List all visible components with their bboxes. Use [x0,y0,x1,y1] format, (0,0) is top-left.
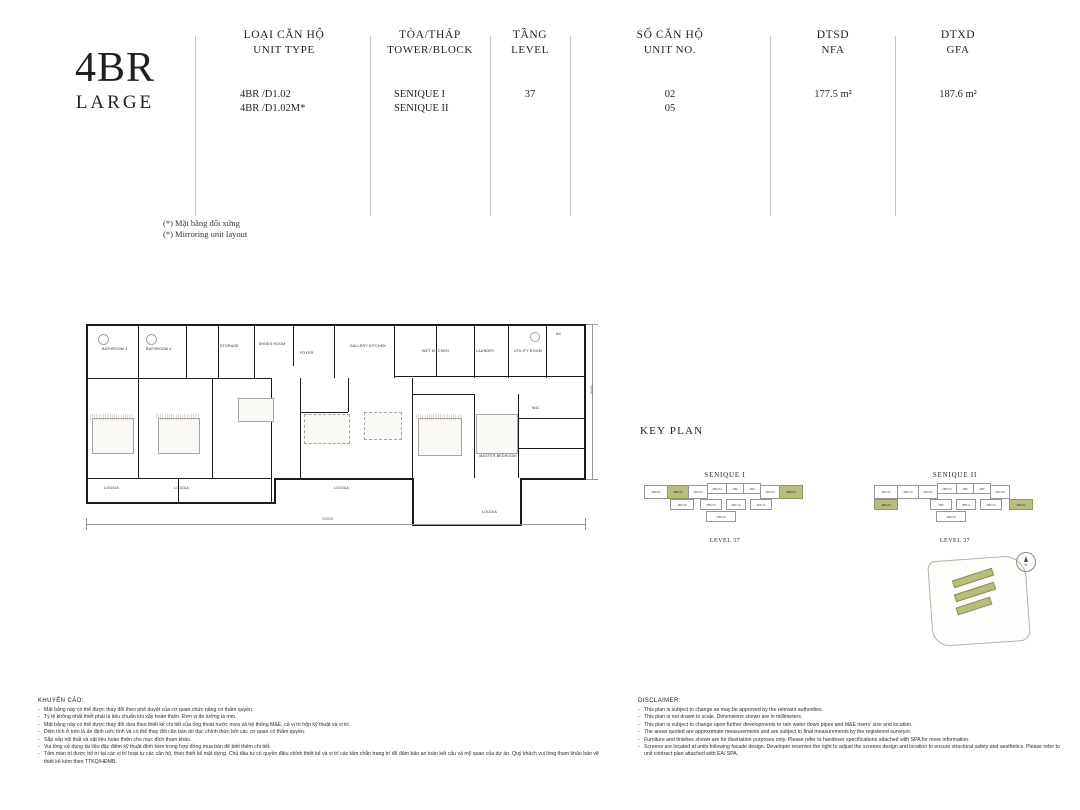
divider [370,36,371,216]
fixture-sink-bath3 [98,334,109,345]
room-label-laundry: LAUNDRY [476,349,495,353]
compass-label: N [1024,562,1028,567]
footer-right-item: - This plan is subject to change upon further developments to rain water down pipes and M&E risers' size and location. [638,722,1068,729]
key-plan-cell[interactable]: 3BR-09 [700,499,722,510]
dimension-line-right [592,324,593,480]
key-plan-cell[interactable]: 2BR-06 [990,485,1010,499]
key-plan-cell[interactable]: 4BR-01 [874,485,898,499]
footer-left-title: KHUYẾN CÁO: [38,698,84,704]
furniture-bed-bedroom2 [418,418,462,456]
partition-24 [412,394,474,395]
partition-3 [186,324,187,378]
site-map [930,552,1040,652]
key-plan-cell-highlight[interactable]: 4BR-07 [779,485,803,499]
key-plan-block-name: SENIQUE II [932,471,978,479]
wall-left [86,324,88,424]
nfa-value: 177.5 m² [814,89,852,100]
furniture-bed-bedroom3 [92,418,134,454]
column-tower-block: TÒA/THÁP TOWER/BLOCK SENIQUE I SENIQUE II [372,28,488,116]
partition-17 [271,378,272,503]
partition-7 [334,324,335,378]
dimension-overall-label: 22825 [322,516,334,521]
dimension-tick-right [585,518,586,530]
room-label-loggia-4: LOGGIA [482,510,497,514]
fixture-utility [530,332,540,342]
furniture-sofa-living [304,414,350,444]
footnote-vi: (*) Mặt bằng đối xứng [163,218,240,228]
header-footnote [163,218,247,240]
partition-20 [300,412,348,413]
partition-15 [138,378,139,478]
divider [490,36,491,216]
room-label-bathroom-3: BATHROOM 3 [102,347,128,351]
wall-top [86,324,586,326]
key-plan-cell[interactable]: 2BR-12 [706,511,736,522]
dimension-tick-top [586,324,598,325]
wall-left-lower [86,424,88,504]
key-plan-block-senique-1 [640,471,810,544]
key-plan-block-name: SENIQUE I [704,471,746,479]
key-plan-cell[interactable]: 4BR-08 [670,499,694,510]
unit-type-value-1: 4BR /D1.02 [240,89,291,100]
compass-icon [1016,552,1036,572]
dimension-tick-left [86,518,87,530]
footnote-en: (*) Mirroring unit layout [163,229,248,239]
footer-right-item: - Furniture and finishes shown are for illustration purposes only. Please refer to handover specifications attached with SPA for more information. [638,737,1068,744]
room-label-utility-room: UTILITY ROOM [514,349,542,353]
room-label-shoes-room: SHOES ROOM [258,342,286,346]
dimension-line-bottom [86,524,586,525]
fixture-sink-bath4 [146,334,157,345]
key-plan-block-senique-2 [870,471,1040,544]
key-plan-cell[interactable]: 2BR-04 [707,483,727,494]
partition-13 [546,324,547,378]
gfa-value: 187.6 m² [939,89,977,100]
furniture-bed-bedroom4 [158,418,200,454]
furniture-dining-table [364,412,402,440]
unit-size: LARGE [75,92,155,113]
key-plan-cell[interactable]: 2BR [973,483,991,494]
key-plan-cell[interactable]: 2BR [743,483,761,494]
partition-4 [218,324,219,378]
hatch-bedroom2 [416,414,462,420]
unit-type-value-2: 4BR /D1.02M* [240,103,306,114]
column-gfa: DTXD GFA 187.6 m² [897,28,1019,102]
key-plan-cell[interactable]: 2BR-06 [760,485,780,499]
unit-no-value-1: 02 [664,89,676,100]
column-unit-type: LOẠI CĂN HỘ UNIT TYPE 4BR /D1.02 4BR /D1.02M* [200,28,368,116]
room-label-master-bedroom: MASTER BEDROOM [479,454,517,458]
key-plan-diagram [640,483,810,535]
partition-23 [474,394,475,478]
key-plan-cell[interactable]: 3BR-02 [897,485,919,499]
room-label-bathroom-4: BATHROOM 4 [146,347,172,351]
room-label-foyer: FOYER [300,351,314,355]
column-level: TẦNG LEVEL 37 [492,28,568,102]
key-plan-diagram [870,483,1040,535]
column-unit-no: SỐ CĂN HỘ UNIT NO. 02 05 [572,28,768,116]
tower-value-2: SENIQUE II [394,103,449,114]
footer-right-item: - The areas quoted are approximate measurements and are subject to final measurements by the registered surveyor. [638,729,1068,736]
partition-22 [412,378,413,478]
wall-bottom-left [86,502,276,504]
footer-left-item: - Tỷ lệ không nhất thiết phải là tiêu chuẩn khi xây hoàn thiện. Đơn vị đo lường là mm. [38,714,608,721]
footer-right-item: - This plan is subject to change as may be approved by the relevant authorities. [638,707,1068,714]
partition-12 [508,324,509,378]
wall-step-a [274,478,276,504]
partition-27 [518,448,586,449]
divider [770,36,771,216]
wall-bottom-far [520,478,586,480]
partition-5 [254,324,255,378]
room-label-loggia-2: LOGGIA [174,486,189,490]
hatch-bedroom4 [156,414,200,420]
key-plan-cell-highlight[interactable]: 4BR-05 [874,499,898,510]
dimension-tick-bot [586,479,598,480]
unit-code: 4BR [74,45,156,91]
divider [895,36,896,216]
footer-left-item: - Diện tích ở trên là ấn định ước tính và có thể thay đổi căn bản do đạc chính thức bởi các cơ quan có thẩm quyền. [38,729,608,736]
room-label-loggia-3: LOGGIA [334,486,349,490]
level-value: 37 [524,89,536,100]
room-label-wet-kitchen: WET KITCHEN [422,349,449,353]
footer-left [38,698,608,766]
key-plan-level: LEVEL 37 [939,538,971,544]
partition-8 [394,324,395,378]
header [40,28,1040,218]
key-plan-cell-highlight[interactable]: 2BR-11 [1009,499,1033,510]
partition-6 [293,324,294,366]
key-plan-cell[interactable]: 3BR-10 [726,499,746,510]
key-plan-cell-highlight[interactable]: 3BR-02 [667,485,689,499]
footer-left-item: - Mặt bằng này có thể được thay đổi dựa theo thiết kế chi tiết của ống thoát nước mưa và hệ thống M&E, cả vị trí hộp kỹ thuật và vị trí. [38,722,608,729]
tower-value-1: SENIQUE I [394,89,446,100]
key-plan-cell[interactable]: 3BR [930,499,952,510]
room-label-wic: WIC [532,406,540,410]
divider [195,36,196,216]
key-plan-cell[interactable]: 2BR-11 [750,499,772,510]
key-plan-cell[interactable]: 2BR-A [956,499,976,510]
column-nfa: DTSD NFA 177.5 m² [772,28,894,102]
dimension-side-label: 9680 [589,385,594,394]
room-label-loggia-1: LOGGIA [104,486,119,490]
unit-title [40,46,190,114]
unit-no-value-2: 05 [664,103,676,114]
partition-21 [348,378,349,412]
key-plan-level: LEVEL 37 [709,538,741,544]
wall-bottom-mid [274,478,414,480]
partition-2 [138,324,139,378]
partition-19 [300,446,301,478]
key-plan-cell[interactable]: 2BR-04 [937,483,957,494]
floor-plan-drawing [78,318,598,533]
wall-right [584,324,586,480]
key-plan-cell[interactable]: 2BR-03 [918,485,938,499]
key-plan-cell[interactable]: 1BR [726,483,744,494]
furniture-bed-master [476,414,518,454]
key-plan-cell[interactable]: 3BR-09 [980,499,1002,510]
partition-25 [518,394,519,478]
partition-29 [178,478,179,502]
room-label-storage: STORAGE [220,344,239,348]
hatch-bedroom3 [90,414,134,420]
footer-left-item: - Vui lòng sử dụng tài liệu đặc điểm kỹ thuật đính kèm trong hợp đồng mua bán để biết thêm chi tiết. [38,744,608,751]
key-plan-cell[interactable]: 4BR-02 [936,511,966,522]
footer-right-item: - This plan is not drawn to scale. Dimensions shown are in millimeters. [638,714,1068,721]
partition-14 [474,376,586,377]
key-plan-cell[interactable]: 1BR [956,483,974,494]
footer-left-item: - Tấm màn trí được bố trí tại các vị trí hoạt tự các căn hộ, theo thiết kế mặt dựng. Chủ đầu tư có quyền điều chỉnh thiết kế và vị trí các tấm chắn trang trí để đảm bảo an toàn kết cấu và mỹ quan của dự án. Quý khách vui lòng tham khảo bản vẽ thiết kế kèm theo TTKQ/HĐMB. [38,751,608,766]
footer-right [638,698,1068,759]
footer-left-item: - Sắp xếp nội thất và vật liệu hoàn thiện cho mục đích tham khảo. [38,737,608,744]
partition-9 [394,376,474,377]
room-label-ac: AC [556,332,562,336]
partition-11 [474,324,475,378]
wall-step-c [520,478,522,526]
room-label-gallery-kitchen: GALLERY KITCHEN [349,344,387,348]
partition-26 [518,418,586,419]
partition-16 [212,378,213,478]
footer-right-title: DISCLAIMER: [638,698,681,704]
key-plan-cell[interactable]: 2BR-03 [688,485,708,499]
divider [570,36,571,216]
footer-left-item: - Mặt bằng này có thể được thay đổi theo phê duyệt của cơ quan chức năng có thẩm quyền. [38,707,608,714]
footer-right-item: - Screens are located at units following facade design. Developer reserves the right to adjust the screens design and location to ensure structural safety and aesthetics. Please refer to unit contract plan attached with EA/ SPA. [638,744,1068,759]
partition-1 [86,378,271,379]
furniture-desk-study [238,398,274,422]
wall-step-b [412,478,414,526]
key-plan [640,425,1040,544]
key-plan-cell[interactable]: 4BR-01 [644,485,668,499]
key-plan-title: KEY PLAN [640,425,704,437]
